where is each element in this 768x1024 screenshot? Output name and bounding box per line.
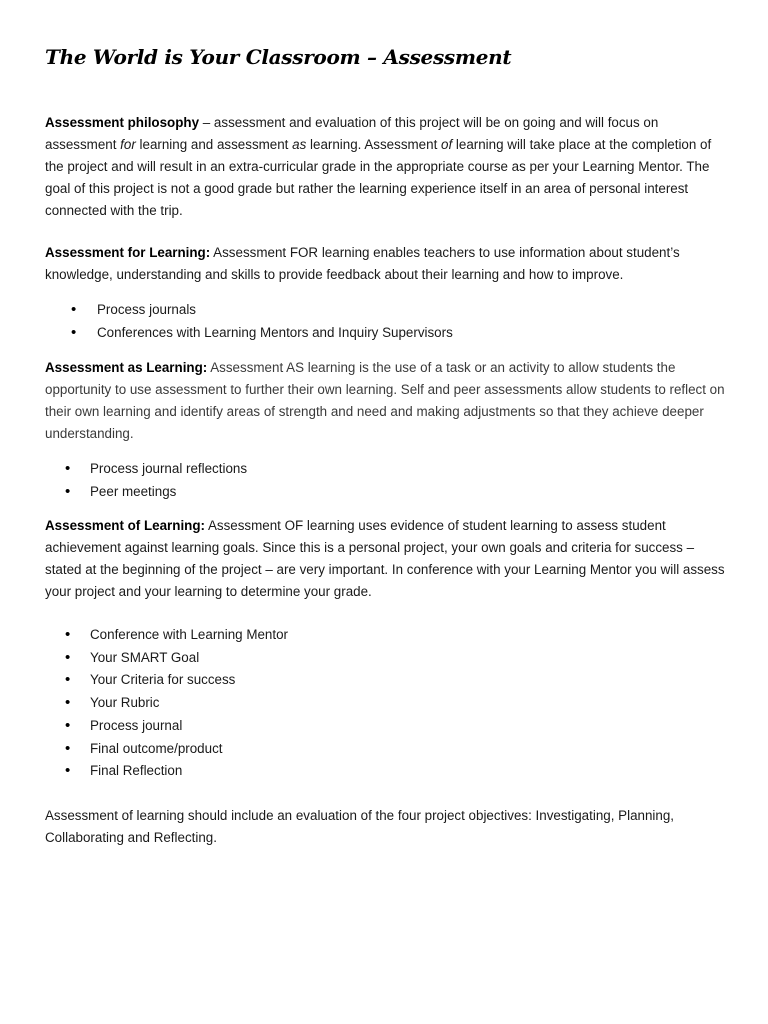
- assessment-for-learning-paragraph: [45, 242, 725, 286]
- assessment-for-learning-text: Assessment FOR learning enables teachers to use information about student’s knowledge, understanding and skills to provide feedback about their learning and how to improve.: [45, 245, 680, 282]
- document-title: The World is Your Classroom – Assessment: [45, 45, 512, 69]
- philosophy-text-2: learning and assessment: [135, 137, 293, 152]
- assessment-philosophy-paragraph: [45, 112, 725, 222]
- assessment-for-learning-list: [71, 299, 453, 344]
- assessment-of-learning-paragraph: [45, 515, 725, 603]
- assessment-as-learning-heading: Assessment as Learning:: [45, 360, 208, 375]
- philosophy-text-4: learning will take place at the completion of the project and will result in an extra-curricular grade in the appropriate course as per your Learning Mentor. The goal of this project is not a good grade but rather the learning experience itself in an area of personal interest connected with the trip.: [45, 137, 712, 218]
- philosophy-emphasis-of: of: [441, 137, 453, 152]
- assessment-as-learning-text: Assessment AS learning is the use of a task or an activity to allow students the opportunity to use assessment to further their own learning. Self and peer assessments allow students to reflect on their own learning and identify areas of strength and need and making adjustments so that they achieve deeper understanding.: [45, 360, 725, 441]
- list-item: • Final Reflection: [65, 760, 288, 783]
- assessment-as-learning-list: [65, 458, 247, 503]
- list-item: • Peer meetings: [65, 481, 247, 504]
- list-item: • Your SMART Goal: [65, 647, 288, 670]
- assessment-of-learning-heading: Assessment of Learning:: [45, 518, 205, 533]
- assessment-as-learning-paragraph: [45, 357, 725, 445]
- list-item: • Process journal: [65, 715, 288, 738]
- list-item: • Final outcome/product: [65, 738, 288, 761]
- list-item: • Conference with Learning Mentor: [65, 624, 288, 647]
- list-item: • Your Criteria for success: [65, 669, 288, 692]
- philosophy-emphasis-as: as: [292, 137, 307, 152]
- list-item: • Your Rubric: [65, 692, 288, 715]
- assessment-of-learning-list: [65, 624, 288, 783]
- assessment-philosophy-heading: Assessment philosophy: [45, 115, 200, 130]
- philosophy-emphasis-for: for: [120, 137, 136, 152]
- assessment-of-learning-text: Assessment OF learning uses evidence of student learning to assess student achievement against learning goals. Since this is a personal project, your own goals and criteria for success – stated at the beginning of the project – are very important. In conference with your Learning Mentor you will assess your project and your learning to determine your grade.: [45, 518, 725, 599]
- assessment-for-learning-heading: Assessment for Learning:: [45, 245, 211, 260]
- philosophy-text-3: learning. Assessment: [306, 137, 442, 152]
- philosophy-text-1: – assessment and evaluation of this project will be on going and will focus on assessment: [45, 115, 659, 152]
- list-item: • Process journal reflections: [65, 458, 247, 481]
- closing-paragraph: Assessment of learning should include an evaluation of the four project objectives: Investigating, Planning, Collaborating and Reflecting.: [45, 808, 675, 845]
- list-item: • Process journals: [71, 299, 453, 322]
- list-item: • Conferences with Learning Mentors and Inquiry Supervisors: [71, 322, 453, 345]
